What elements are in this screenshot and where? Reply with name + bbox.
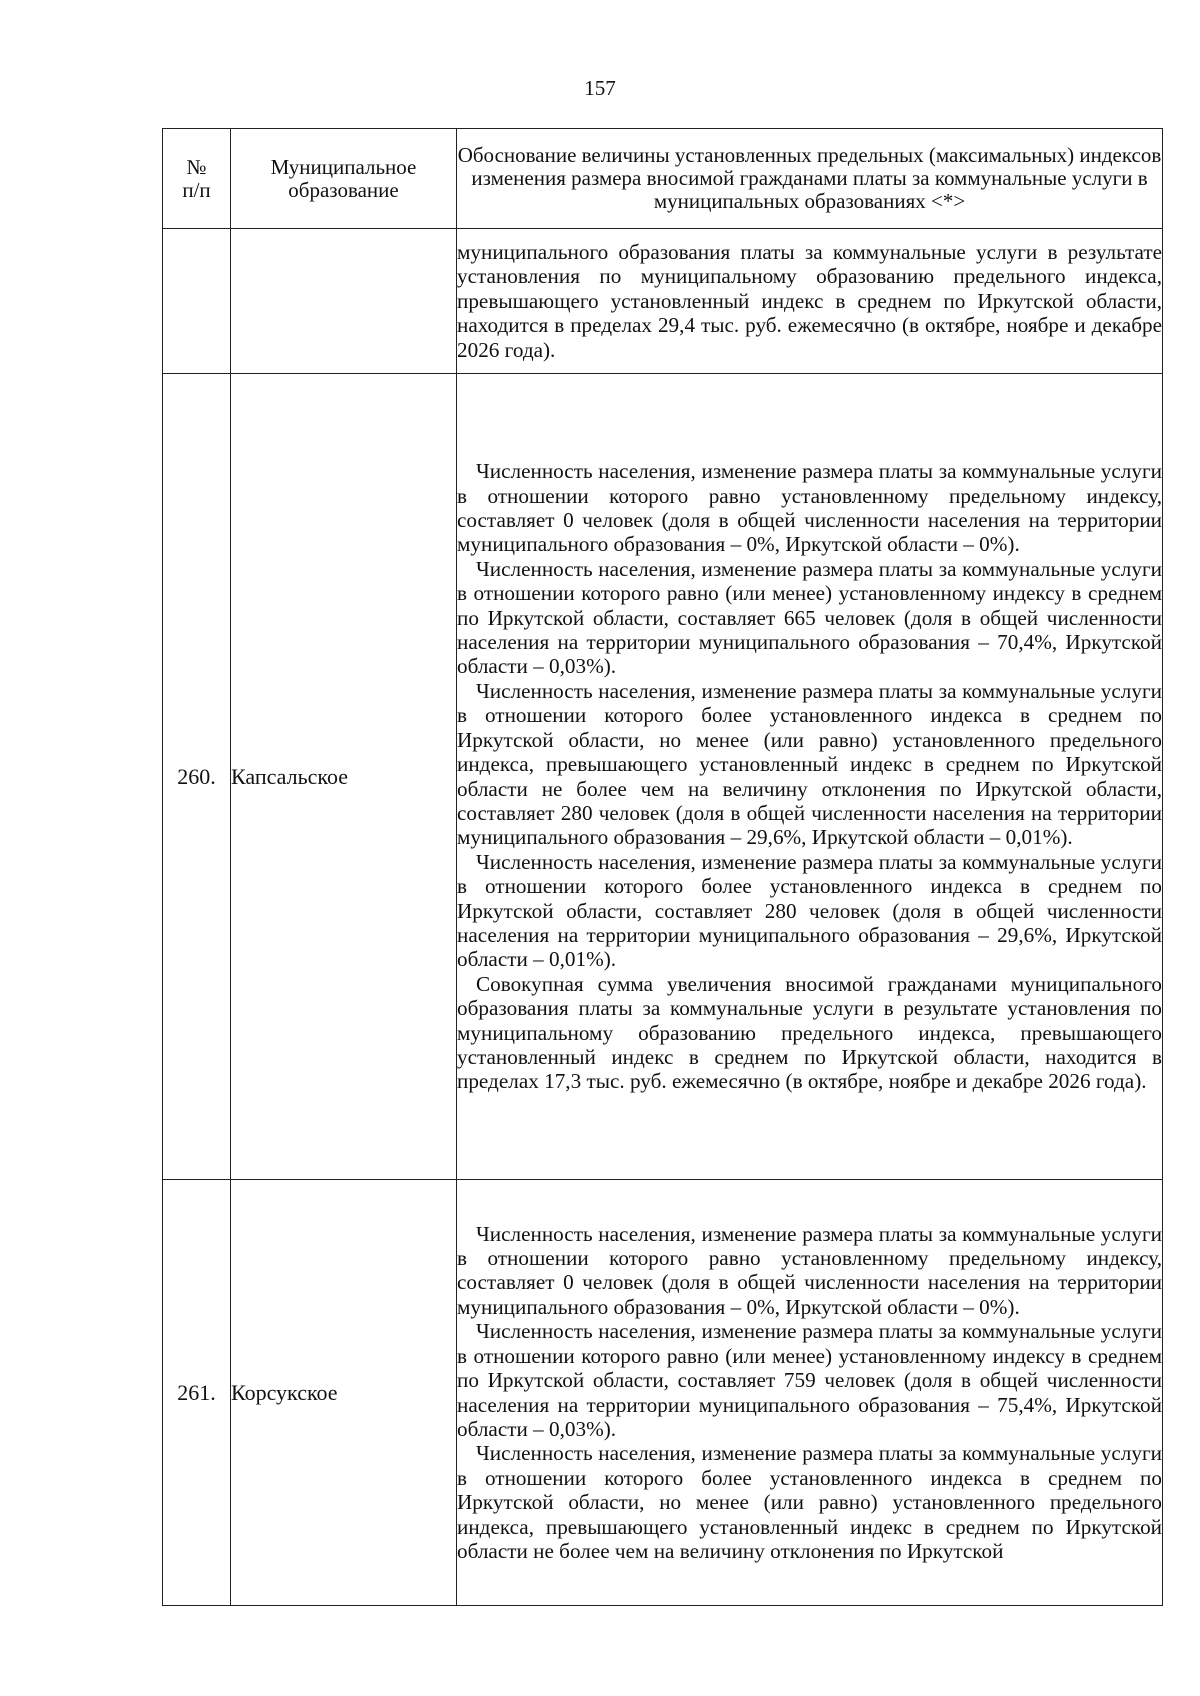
table-row [163,229,1163,374]
header-number [163,129,231,229]
header-number-line1: № [186,154,207,179]
table-row [163,374,1163,1180]
justification-paragraph: Численность населения, изменение размера платы за коммунальные услуги в отношении которого более установленного индекса в среднем по Иркутской области, составляет 280 человек (доля в общей численности населения на территории муниципального образования – 29,6%, Иркутской области – 0,01%). [457,849,1162,972]
justification-paragraph: Численность населения, изменение размера платы за коммунальные услуги в отношении которого равно установленному предельному индексу, составляет 0 человек (доля в общей численности населения на территории муниципального образования – 0%, Иркутской области – 0%). [457,459,1162,557]
justification-paragraph: Численность населения, изменение размера платы за коммунальные услуги в отношении которого более установленного индекса в среднем по Иркутской области, но менее (или равно) установленного предельного индекса, превышающего установленный индекс в среднем по Иркутской области не более чем на величину отклонения по Иркутской [457,1441,1162,1563]
justification-paragraph: Численность населения, изменение размера платы за коммунальные услуги в отношении которого равно установленному предельному индексу, составляет 0 человек (доля в общей численности населения на территории муниципального образования – 0%, Иркутской области – 0%). [457,1221,1162,1319]
row-municipality: Капсальское [231,374,457,1180]
table-header-row [163,129,1163,229]
justification-paragraph: Численность населения, изменение размера платы за коммунальные услуги в отношении которого равно (или менее) установленному индексу в среднем по Иркутской области, составляет 759 человек (доля в общей численности населения на территории муниципального образования – 75,4%, Иркутской области – 0,03%). [457,1319,1162,1441]
row-municipality: Корсукское [231,1180,457,1606]
justification-paragraph: муниципального образования платы за коммунальные услуги в результате установления по муниципальному образованию предельного индекса, превышающего установленный индекс в среднем по Иркутской области, находится в пределах 29,4 тыс. руб. ежемесячно (в октябре, ноябре и декабре 2026 года). [457,239,1162,362]
justification-paragraph: Численность населения, изменение размера платы за коммунальные услуги в отношении которого более установленного индекса в среднем по Иркутской области, но менее (или равно) установленного предельного индекса, превышающего установленный индекс в среднем по Иркутской области не более чем на величину отклонения по Иркутской области, составляет 280 человек (доля в общей численности населения на территории муниципального образования – 29,6%, Иркутской области – 0,01%). [457,678,1162,850]
municipal-index-table [162,128,1163,1606]
row-number [163,229,231,374]
page-number: 157 [584,76,616,100]
header-municipality-line1: Муниципальное [270,154,417,179]
header-municipality [231,129,457,229]
header-number-line2: п/п [182,177,211,202]
justification-paragraph: Совокупная сумма увеличения вносимой гражданами муниципального образования платы за коммунальные услуги в результате установления по муниципальному образованию предельного индекса, превышающего установленный индекс в среднем по Иркутской области, находится в пределах 17,3 тыс. руб. ежемесячно (в октябре, ноябре и декабре 2026 года). [457,971,1162,1094]
row-justification [457,1180,1163,1606]
row-number: 261. [163,1180,231,1606]
row-number: 260. [163,374,231,1180]
header-municipality-line2: образование [288,177,399,202]
row-justification [457,374,1163,1180]
row-municipality [231,229,457,374]
justification-paragraph: Численность населения, изменение размера платы за коммунальные услуги в отношении которого равно (или менее) установленному индексу в среднем по Иркутской области, составляет 665 человек (доля в общей численности населения на территории муниципального образования – 70,4%, Иркутской области – 0,03%). [457,556,1162,679]
table-row [163,1180,1163,1606]
header-justification: Обоснование величины установленных предельных (максимальных) индексов изменения размера вносимой гражданами платы за коммунальные услуги в муниципальных образованиях <*> [457,129,1163,229]
row-justification [457,229,1163,374]
